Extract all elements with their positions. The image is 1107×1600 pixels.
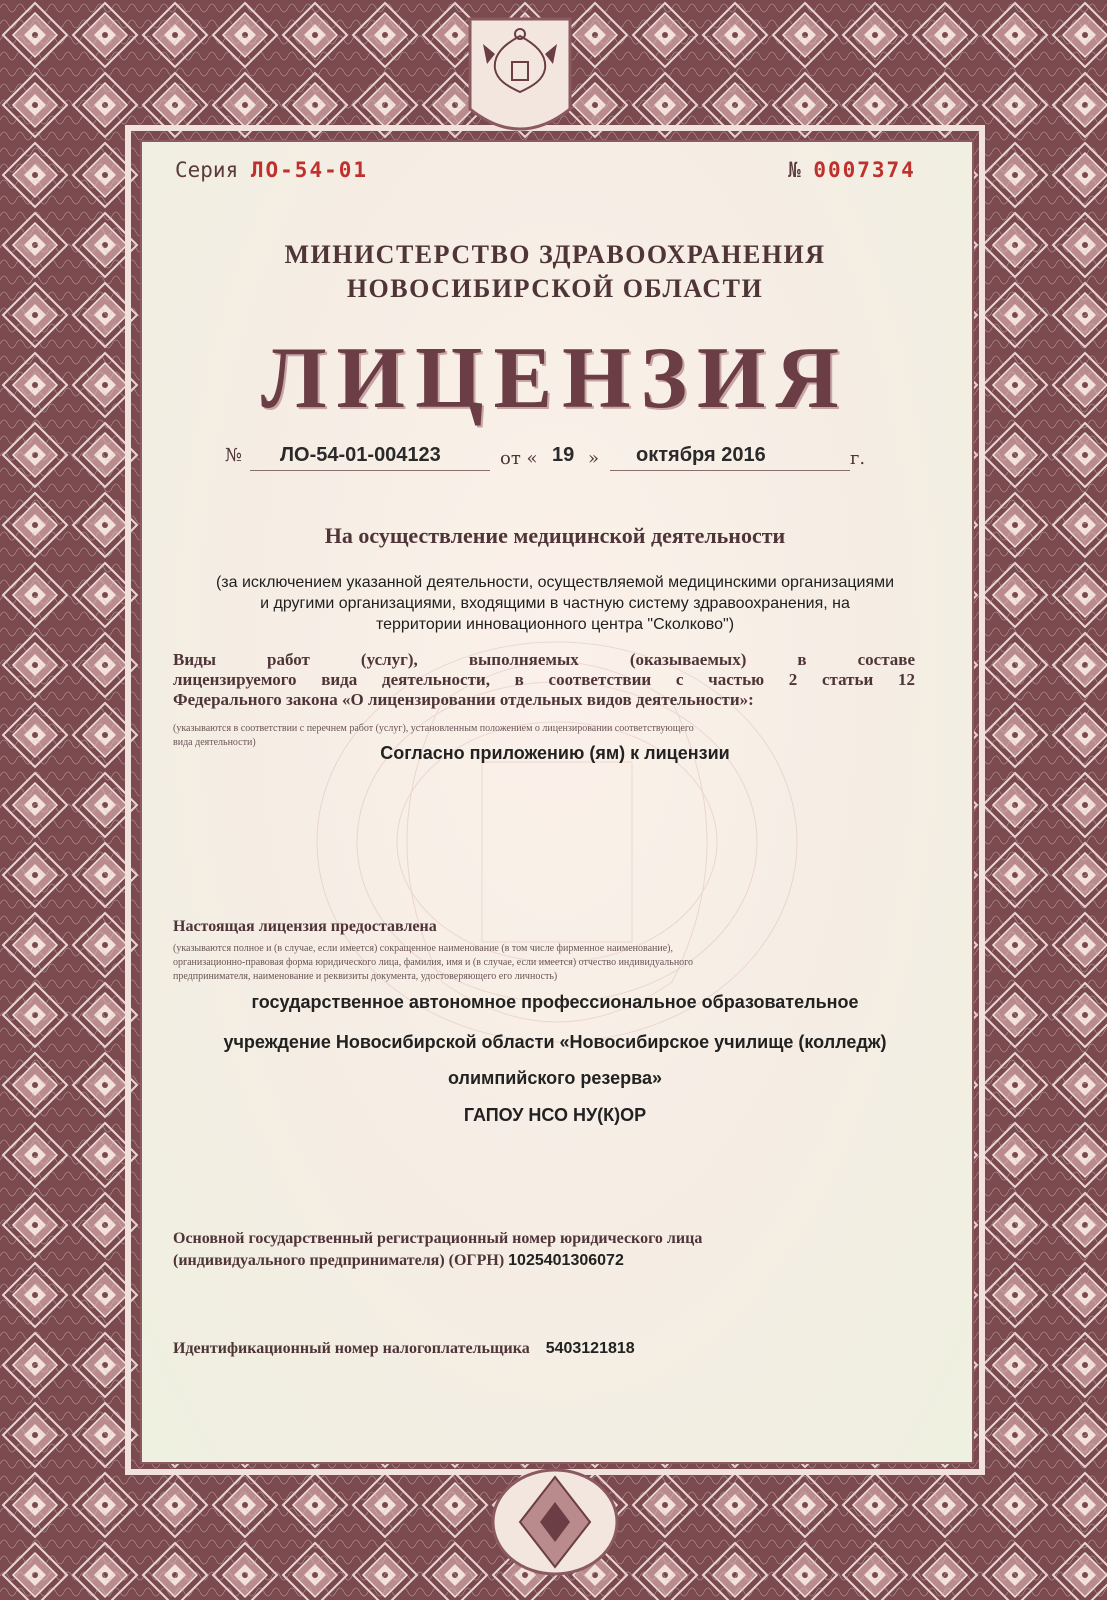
coat-of-arms-emblem (465, 14, 575, 144)
series-label: Серия (175, 158, 239, 182)
holder-note-line-1: (указываются полное и (в случае, если имеется) сокращенное наименование (в том числе фирменное наименование), (173, 943, 673, 954)
works-line-3: Федерального закона «О лицензировании отдельных видов деятельности»: (173, 690, 754, 709)
activity-heading: На осуществление медицинской деятельности (324, 523, 786, 548)
date-from-label: от « (500, 448, 538, 469)
ogrn-label-line-1: Основной государственный регистрационный номер юридического лица (173, 1230, 703, 1247)
year-suffix: г. (850, 448, 866, 469)
inn-block (173, 1338, 635, 1360)
series-value: ЛО-54-01 (250, 158, 369, 182)
inn-label: Идентификационный номер налогоплательщика (173, 1340, 530, 1357)
activity-exclusion (140, 572, 970, 635)
license-number-label: № (225, 445, 243, 466)
holder-note-line-2: организационно-правовая форма юридического лица, фамилия, имя и (в случае, если имеется) отчество индивидуального (173, 957, 694, 968)
form-number-value: 0007374 (813, 158, 916, 182)
series-field (175, 158, 368, 182)
works-value: Согласно приложению (ям) к лицензии (380, 743, 730, 763)
holder-note (173, 942, 918, 984)
holder-name-line-2: учреждение Новосибирской области «Новосибирское училище (колледж) (223, 1032, 887, 1052)
works-description (173, 650, 915, 710)
holder-short-name: ГАПОУ НСО НУ(К)ОР (463, 1105, 647, 1125)
ministry-line-1: МИНИСТЕРСТВО ЗДРАВООХРАНЕНИЯ (284, 240, 826, 269)
holder-name-line-3: олимпийского резерва» (448, 1068, 662, 1088)
document-title: ЛИЦЕНЗИЯ (260, 330, 850, 427)
exclusion-line-1: (за исключением указанной деятельности, осуществляемой медицинскими организациями (215, 574, 895, 591)
license-number: ЛО-54-01-004123 (280, 444, 441, 466)
works-note-line-1: (указываются в соответствии с перечнем работ (услуг), установленным положением о лицензировании соответствующего (173, 723, 694, 734)
inn-value: 5403121818 (545, 1340, 635, 1357)
ogrn-block (173, 1228, 702, 1272)
license-number-underline (250, 470, 490, 471)
ogrn-label-line-2: (индивидуального предпринимателя) (ОГРН) (173, 1252, 505, 1269)
bottom-ornament-icon (485, 1462, 625, 1582)
license-month-year: октября 2016 (636, 444, 766, 466)
license-day: 19 (552, 444, 575, 466)
ogrn-value: 1025401306072 (508, 1252, 624, 1269)
holder-name-line-1: государственное автономное профессиональное образовательное (251, 992, 859, 1012)
form-number-label: № (788, 158, 801, 182)
works-line-1: Виды работ (услуг), выполняемых (оказываемых) в составе (173, 650, 915, 669)
ministry-line-2: НОВОСИБИРСКОЙ ОБЛАСТИ (346, 274, 764, 303)
holder-note-line-3: предпринимателя, наименование и реквизиты документа, удостоверяющего его личность) (173, 971, 558, 982)
date-underline (610, 470, 850, 471)
holder-label: Настоящая лицензия предоставлена (173, 918, 437, 935)
works-note-line-2: вида деятельности) (173, 737, 256, 748)
exclusion-line-2: и другими организациями, входящими в частную систему здравоохранения, на (260, 595, 850, 612)
form-number-field (788, 158, 916, 182)
works-line-2: лицензируемого вида деятельности, в соответствии с частью 2 статьи 12 (173, 670, 915, 689)
date-close-quote: » (588, 448, 600, 469)
exclusion-line-3: территории инновационного центра "Сколково") (375, 616, 735, 633)
